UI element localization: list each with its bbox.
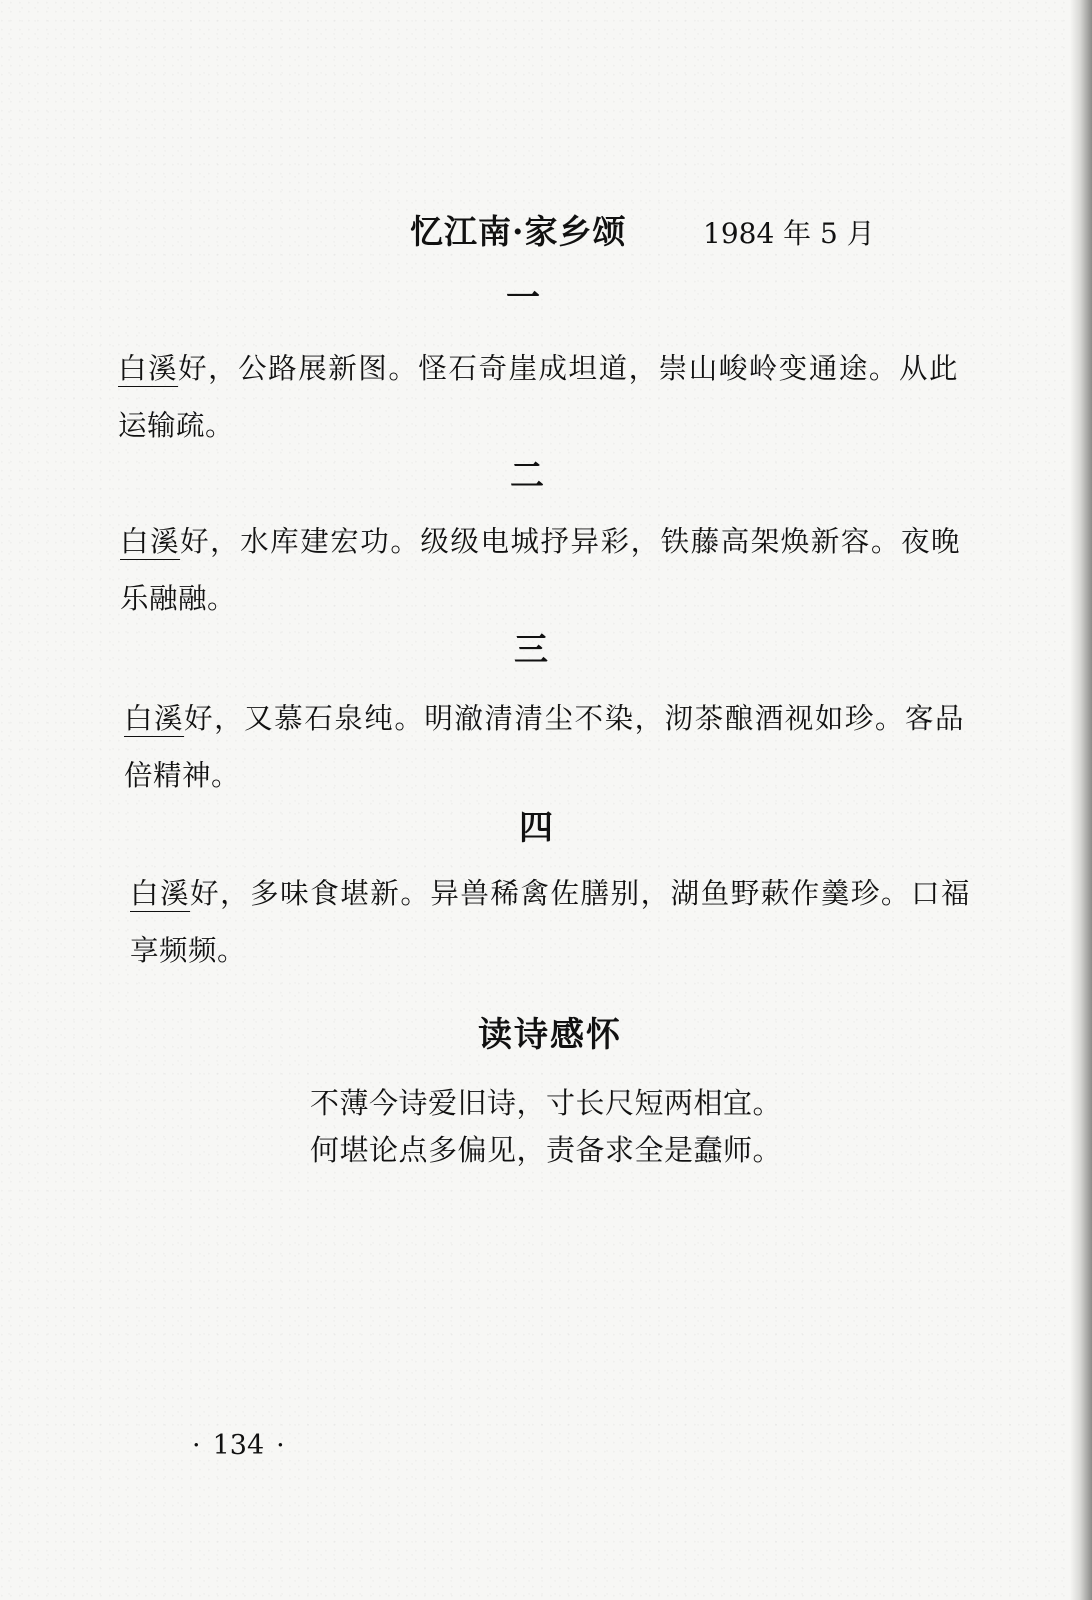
poem-date: 1984 年 5 月 [703, 217, 875, 250]
stanza-body: 好，水库建宏功。级级电城抒异彩，铁藤高架焕新容。夜晚乐融融。 [120, 525, 960, 615]
stanza-body: 好，多味食堪新。异兽稀禽佐膳别，湖鱼野蔌作羹珍。口福享频频。 [130, 877, 970, 967]
page-number [180, 1428, 297, 1464]
place-name: 白溪 [120, 525, 181, 558]
stanza-body: 好，公路展新图。怪石奇崖成坦道，崇山峻岭变通途。从此运输疏。 [118, 352, 958, 442]
stanza-number: 二 [510, 456, 544, 496]
stanza-number: 三 [514, 630, 548, 670]
stanza-number: 四 [519, 808, 553, 848]
place-name: 白溪 [130, 877, 191, 910]
page-edge-shadow [1070, 0, 1092, 1600]
place-name: 白溪 [124, 702, 185, 735]
stanza-text [124, 690, 964, 804]
stanza-number: 一 [506, 278, 540, 318]
stanza-body: 好，又慕石泉纯。明澈清清尘不染，沏茶酿酒视如珍。客品倍精神。 [124, 702, 964, 792]
page-number-dot: · [192, 1430, 201, 1461]
page-number-value: 134 [212, 1430, 265, 1461]
stanza-text [130, 865, 970, 979]
title-row [410, 210, 875, 256]
poem-title: 读诗感怀 [478, 1015, 622, 1055]
poem-line: 何堪论点多偏见，责备求全是蠢师。 [310, 1133, 783, 1167]
stanza-text [118, 340, 958, 454]
stanza-text [120, 513, 960, 627]
poem-set-title: 忆江南·家乡颂 [410, 212, 627, 251]
place-name: 白溪 [118, 352, 179, 385]
page-number-dot: · [276, 1430, 285, 1461]
poem-line: 不薄今诗爱旧诗，寸长尺短两相宜。 [310, 1086, 783, 1120]
